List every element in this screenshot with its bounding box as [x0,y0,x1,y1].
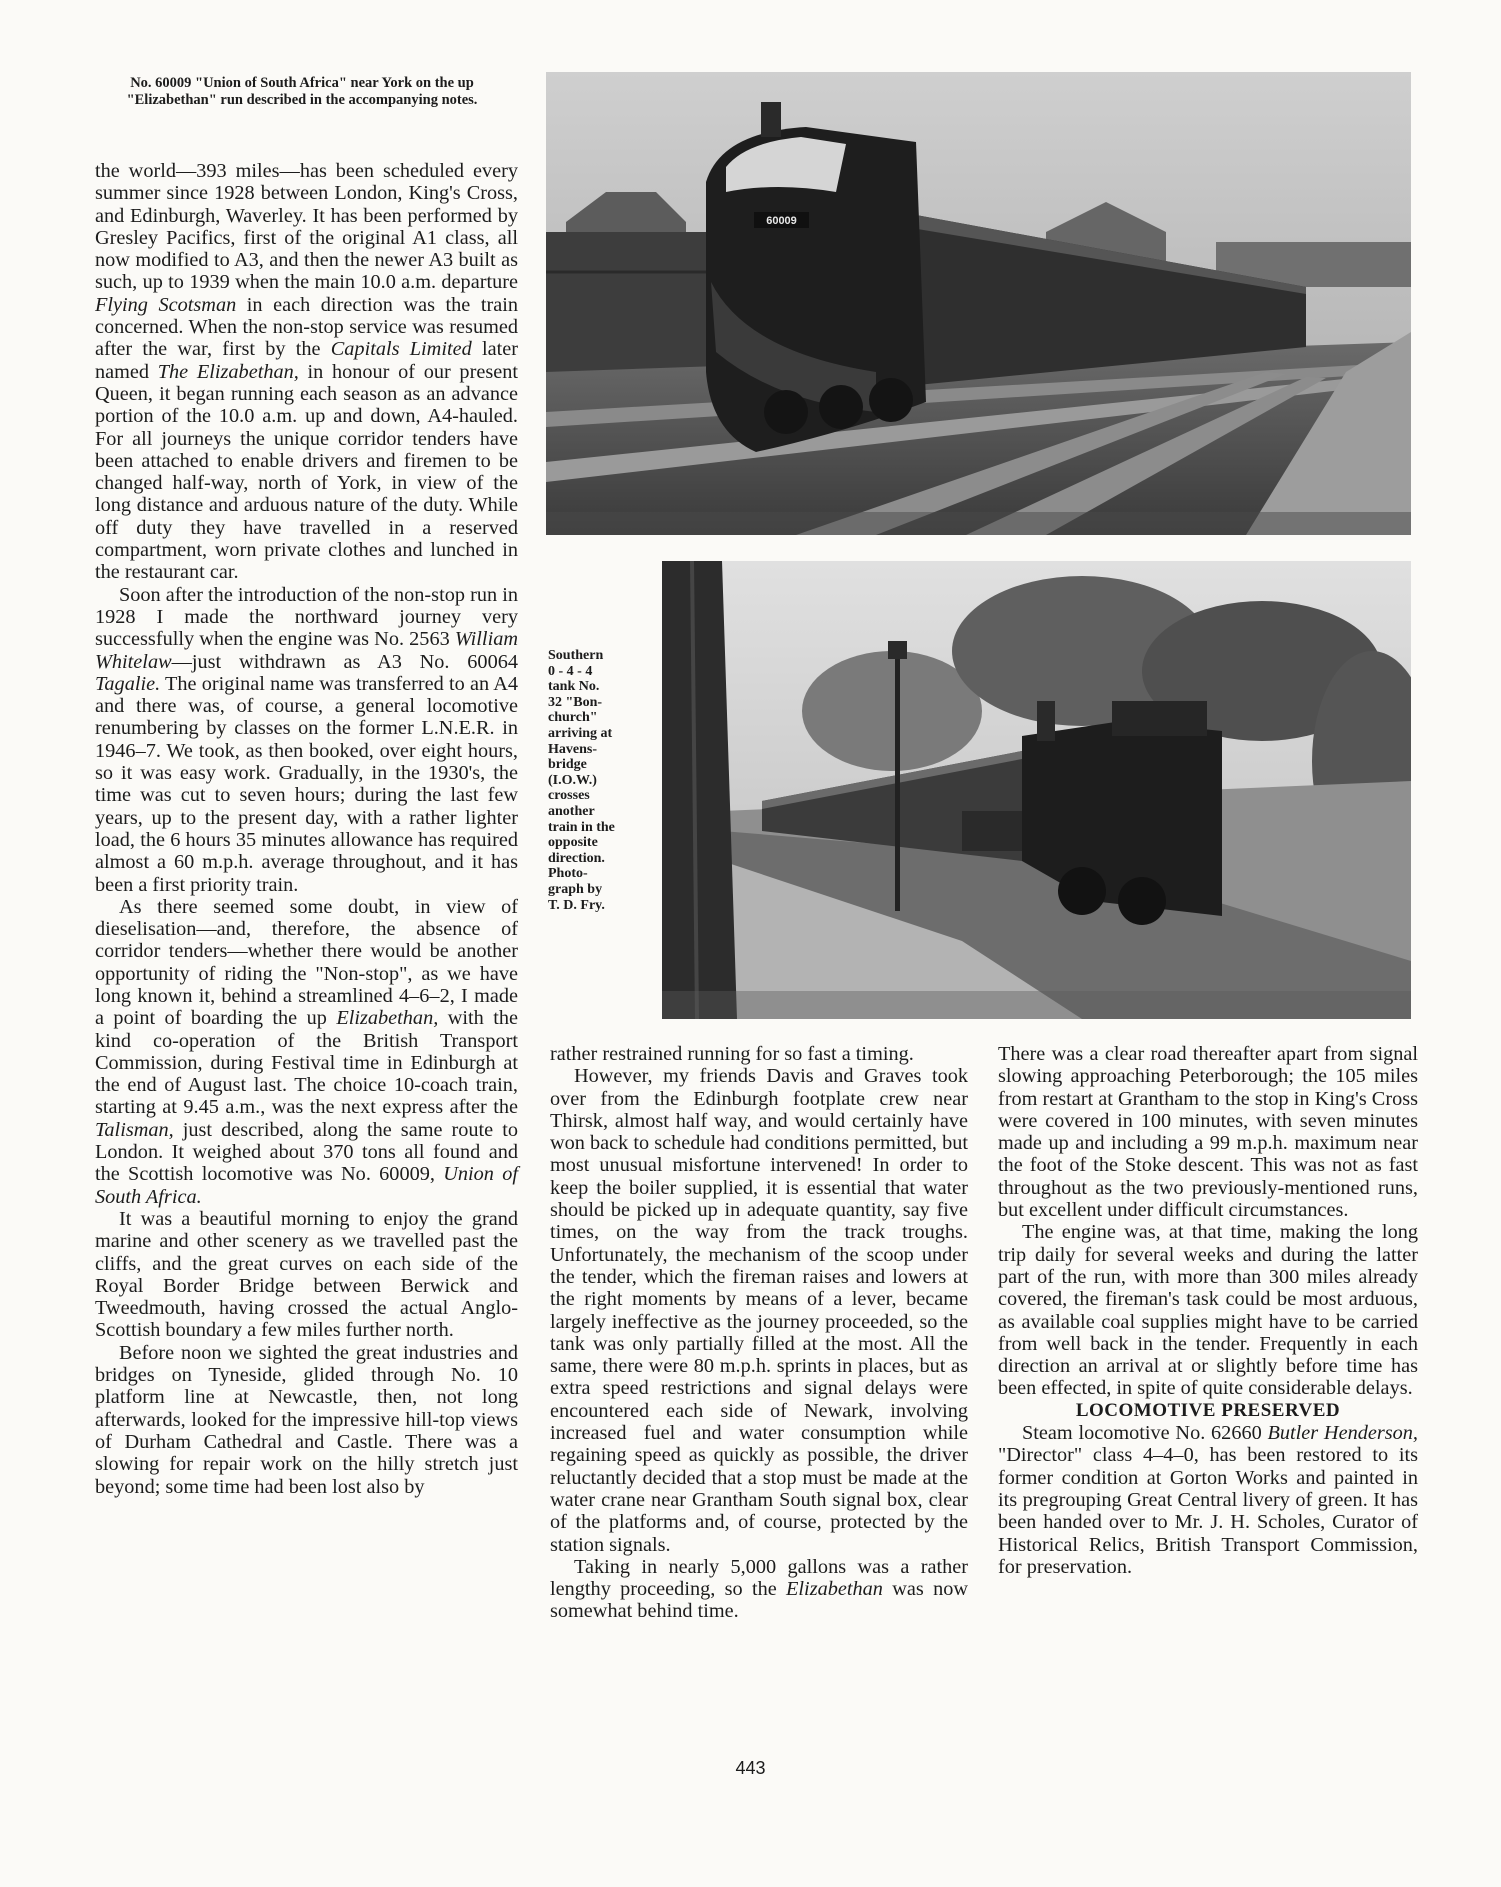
side-caption-line: church" [548,710,598,726]
side-caption-line: train in the [548,819,615,835]
side-caption-line: graph by [548,881,603,897]
side-caption-line: tank No. [548,679,600,695]
section-heading: LOCOMOTIVE PRESERVED [1075,1399,1341,1421]
italic-title: Butler Henderson, [1267,1422,1418,1445]
text-run: later named [95,338,519,383]
col1-paragraph-3 [95,896,518,1208]
lower-photo-tank-engine [662,561,1411,1019]
top-photo-caption: No. 60009 "Union of South Africa" near York on the up "Elizabethan" run described in the accompanying notes. [126,75,478,108]
italic-title: The Elizabethan, [157,360,299,383]
column-3 [998,1043,1418,1578]
column-2 [550,1043,968,1623]
top-photo-locomotive [546,72,1411,535]
text-run: The original name was transferred to an A4 and there was, of course, a general locomotive renumbering by classes on the former L.N.E.R. in 1946–7. We took, as then booked, over eight hours, so it was easy work. Gradually, in the 1930's, the time was cut to seven hours; during the last few years, up to the present day, with a rather lighter load, the 6 hours 35 minutes allowance has required almost a 60 m.p.h. average throughout, and it has been a first priority train. [95,672,518,896]
col1-paragraph-2 [95,584,518,896]
col3-paragraph-1: There was a clear road thereafter apart from signal slowing approaching Peterborough; the 105 miles from restart at Grantham to the stop in King's Cross were covered in 100 minutes, with seven minutes made up and including a 99 m.p.h. maximum near the foot of the Stoke descent. This was not as fast throughout as the two previously-mentioned runs, but excellent under difficult circumstances. [998,1043,1418,1222]
side-caption-line: 0 - 4 - 4 [548,663,593,679]
col1-paragraph-4: It was a beautiful morning to enjoy the grand marine and other scenery as we travelled past the cliffs, and the great curves on each side of the Royal Border Bridge between Berwick and Tweedmouth, having crossed the actual Anglo-Scottish boundary a few miles further north. [95,1207,518,1342]
side-caption-line: direction. [548,850,605,866]
side-caption-line: crosses [548,788,590,804]
side-caption-line: T. D. Fry. [548,897,605,913]
text-run: in each direction was the train concerned. When the non-stop service was resumed after the war, first by the [95,293,518,361]
col2-paragraph-3 [550,1556,968,1623]
text-run: the world—393 miles—has been scheduled every summer since 1928 between London, King's Cross, and Edinburgh, Waverley. It has been performed by Gresley Pacifics, first of the original A1 class, all now modified to A3, and then the newer A3 built as such, up to 1939 when the main 10.0 a.m. departure [95,160,518,294]
text-run: just described, along the same route to London. It weighed about 370 tons all found and the Scottish locomotive was No. 60009, [95,1118,518,1186]
italic-title: Elizabethan, [336,1007,439,1030]
col3-paragraph-3 [998,1422,1418,1578]
italic-title: Flying Scotsman [95,293,237,316]
text-run: Soon after the introduction of the non-stop run in 1928 I made the northward journey very successfully when the engine was No. 2563 [95,583,518,651]
side-caption-line: Southern [548,648,604,663]
page-number: 443 [735,1758,766,1778]
side-caption-line: arriving at [548,725,613,741]
italic-title: Tagalie. [95,672,161,695]
text-run: was now somewhat behind time. [550,1578,968,1623]
text-run: Taking in nearly 5,000 gallons was a rather lengthy proceeding, so the [550,1555,968,1601]
text-run: Steam locomotive No. 62660 [1022,1422,1268,1445]
side-caption-line: another [548,803,595,819]
col1-paragraph-1 [95,160,518,584]
text-run: As there seemed some doubt, in view of dieselisation—and, therefore, the absence of corridor tenders—whether there would be another opportunity of riding the "Non-stop", as we have long known it, behind a streamlined 4–6–2, I made a point of boarding the up [95,895,518,1030]
text-run: with the kind co-operation of the British Transport Commission, during Festival time in Edinburgh at the end of August last. The choice 10-coach train, starting at 9.45 a.m., was the next express after the [95,1007,518,1119]
side-caption-line: opposite [548,835,598,851]
italic-title: Elizabethan [786,1578,883,1601]
side-caption-line: bridge [548,757,587,773]
col3-paragraph-2: The engine was, at that time, making the long trip daily for several weeks and during the latter part of the run, with more than 300 miles already covered, the fireman's task could be most arduous, as available coal supplies might have to be carried from well back in the tender. Frequently in each direction an arrival at or slightly before time has been effected, in spite of quite considerable delays. [998,1221,1418,1400]
top-photo-image [546,72,1411,535]
side-caption-line: Photo- [548,866,588,882]
lower-photo-image [662,561,1411,1019]
italic-title: Capitals Limited [330,338,472,361]
text-run: "Director" class 4–4–0, has been restored to its former condition at Gorton Works and painted in its pregrouping Great Central livery of green. It has been handed over to Mr. J. H. Scholes, Curator of Historical Relics, British Transport Commission, for preservation. [998,1444,1418,1578]
side-caption-line: Havens- [548,741,597,757]
col2-paragraph-1: rather restrained running for so fast a timing. [550,1043,914,1065]
col1-paragraph-5: Before noon we sighted the great industries and bridges on Tyneside, glided through No. 10 platform line at Newcastle, then, not long afterwards, looked for the impressive hill-top views of Durham Cathedral and Castle. There was a slowing for repair work on the hilly stretch just beyond; some time had been lost also by [95,1341,518,1498]
column-1 [95,160,518,1498]
side-caption-line: 32 "Bon- [548,694,603,710]
side-photo-caption [548,648,632,913]
text-run: in honour of our present Queen, it began running each season as an advance portion of the 10.0 a.m. up and down, A4-hauled. For all journeys the unique corridor tenders have been attached to enable drivers and firemen to be changed half-way, north of York, in view of the long distance and arduous nature of the duty. While off duty they have travelled in a reserved compartment, worn private clothes and lunched in the restaurant car. [95,360,518,584]
italic-title: Talisman, [95,1118,174,1141]
col2-paragraph-2: However, my friends Davis and Graves took over from the Edinburgh footplate crew near Thirsk, almost half way, and would certainly have won back to schedule had conditions permitted, but most unusual misfortune intervened! In order to keep the boiler supplied, it is essential that water should be picked up in adequate quantity, say five times, on the way from the track troughs. Unfortunately, the mechanism of the scoop under the tender, which the fireman raises and lowers at the right moments by means of a lever, became largely ineffective as the journey proceeded, so the tank was only partially filled at the most. All the same, there were 80 m.p.h. sprints in places, but as extra speed restrictions and signal delays were encountered each side of Newark, involving increased fuel and water consumption while regaining speed as quickly as possible, the driver reluctantly decided that a stop must be made at the water crane near Grantham South signal box, clear of the platforms and, of course, protected by the station signals. [550,1065,968,1556]
italic-title: Union of South Africa. [95,1163,518,1208]
text-run: —just withdrawn as A3 No. 60064 [171,650,518,673]
side-caption-line: (I.O.W.) [548,772,597,788]
italic-title: William Whitelaw [95,628,518,673]
smokebox-number: 60009 [766,215,797,227]
